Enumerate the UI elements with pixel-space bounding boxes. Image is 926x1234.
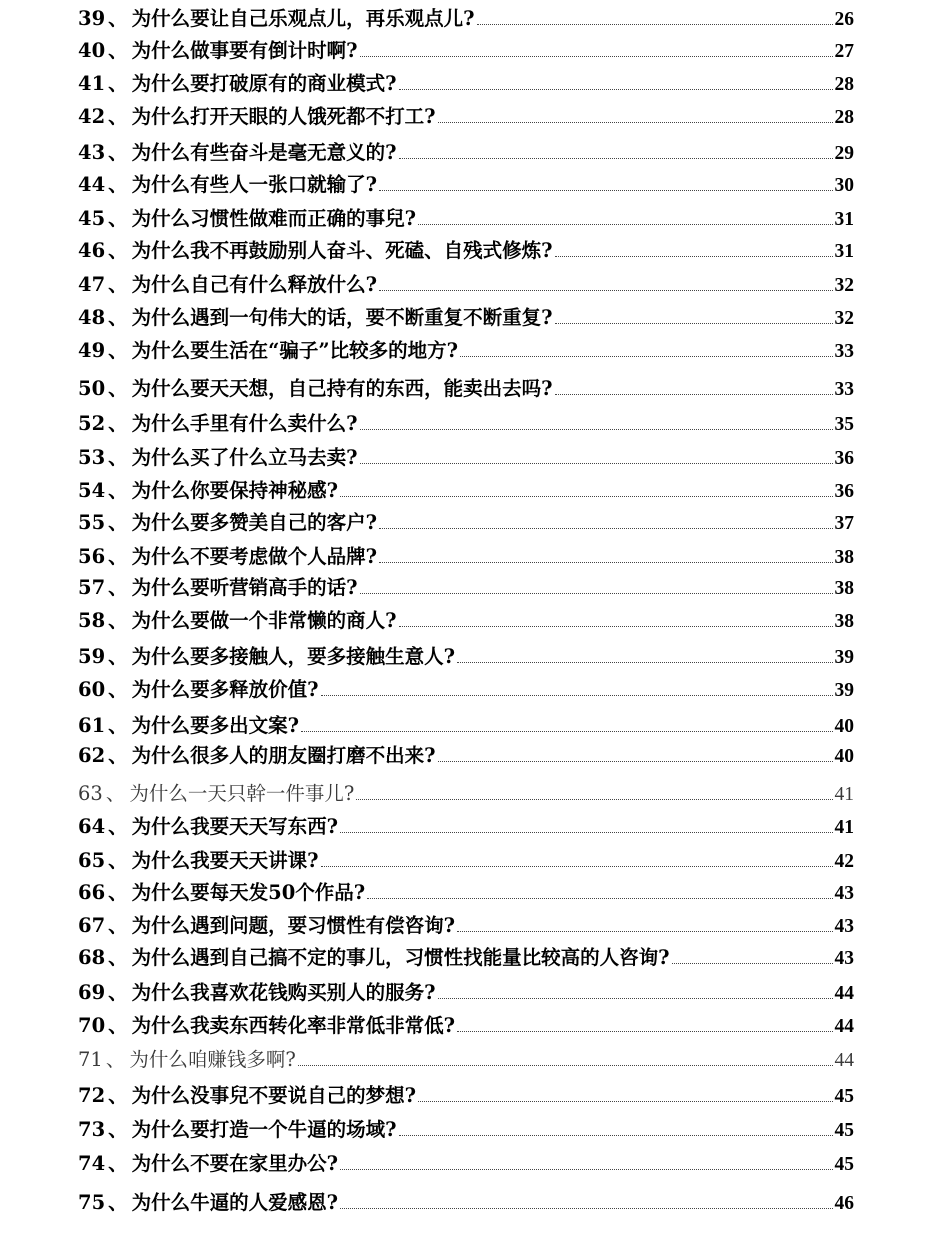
toc-entry-separator: 、 bbox=[108, 714, 128, 737]
toc-entry[interactable] bbox=[78, 445, 854, 471]
toc-entry-separator: 、 bbox=[108, 849, 128, 872]
toc-entry-title: 为什么遇到问题，要习惯性有偿咨询? bbox=[131, 914, 456, 937]
toc-entry-separator: 、 bbox=[108, 815, 128, 838]
toc-entry-title: 为什么我要天天写东西? bbox=[131, 815, 339, 838]
toc-entry-title: 为什么要多接触人，要多接触生意人? bbox=[131, 645, 456, 668]
toc-entry-separator: 、 bbox=[108, 105, 128, 128]
toc-entry-number: 71 bbox=[78, 1048, 103, 1071]
toc-dot-leader bbox=[340, 496, 832, 497]
toc-entry[interactable] bbox=[78, 1083, 854, 1109]
toc-entry-page-number: 43 bbox=[834, 883, 854, 904]
toc-entry-separator: 、 bbox=[108, 207, 128, 230]
toc-entry-number: 72 bbox=[78, 1084, 106, 1107]
toc-entry-separator: 、 bbox=[108, 1152, 128, 1175]
toc-entry[interactable] bbox=[78, 104, 854, 130]
toc-entry-page-number: 26 bbox=[834, 9, 854, 30]
toc-entry-title: 为什么你要保持神秘感? bbox=[131, 479, 339, 502]
toc-entry-page-number: 40 bbox=[834, 716, 854, 737]
toc-entry-page-number: 43 bbox=[834, 948, 854, 969]
toc-entry-page-number: 41 bbox=[834, 784, 854, 805]
toc-entry-number: 70 bbox=[78, 1014, 106, 1037]
toc-dot-leader bbox=[555, 323, 833, 324]
toc-entry-title: 为什么有些奋斗是毫无意义的? bbox=[131, 141, 397, 164]
toc-entry-page-number: 44 bbox=[834, 1050, 854, 1071]
toc-entry-separator: 、 bbox=[108, 981, 128, 1004]
toc-dot-leader bbox=[457, 1031, 832, 1032]
toc-entry[interactable] bbox=[78, 71, 854, 97]
toc-entry-title: 为什么不要在家里办公? bbox=[131, 1152, 339, 1175]
toc-entry-page-number: 28 bbox=[834, 74, 854, 95]
toc-dot-leader bbox=[555, 256, 833, 257]
toc-entry-number: 39 bbox=[78, 7, 106, 30]
toc-entry[interactable] bbox=[78, 411, 854, 437]
toc-dot-leader bbox=[360, 463, 833, 464]
toc-entry[interactable] bbox=[78, 781, 854, 807]
toc-entry-page-number: 36 bbox=[834, 448, 854, 469]
toc-entry[interactable] bbox=[78, 848, 854, 874]
toc-entry-number: 61 bbox=[78, 714, 106, 737]
toc-entry[interactable] bbox=[78, 1151, 854, 1177]
toc-entry-page-number: 29 bbox=[834, 143, 854, 164]
toc-entry-number: 67 bbox=[78, 914, 106, 937]
toc-entry-number: 56 bbox=[78, 545, 106, 568]
toc-dot-leader bbox=[340, 1169, 832, 1170]
toc-entry[interactable] bbox=[78, 338, 854, 364]
toc-entry[interactable] bbox=[78, 1117, 854, 1143]
toc-dot-leader bbox=[360, 56, 833, 57]
toc-entry[interactable] bbox=[78, 913, 854, 939]
toc-entry-number: 54 bbox=[78, 479, 106, 502]
toc-entry-page-number: 28 bbox=[834, 107, 854, 128]
toc-entry-title: 为什么要做一个非常懒的商人? bbox=[131, 609, 397, 632]
toc-entry-number: 48 bbox=[78, 306, 106, 329]
toc-dot-leader bbox=[379, 528, 832, 529]
toc-dot-leader bbox=[399, 1135, 833, 1136]
toc-entry-page-number: 40 bbox=[834, 746, 854, 767]
toc-entry-number: 60 bbox=[78, 678, 106, 701]
toc-dot-leader bbox=[379, 290, 832, 291]
toc-entry-title: 为什么很多人的朋友圈打磨不出来? bbox=[131, 744, 436, 767]
toc-entry-number: 52 bbox=[78, 412, 106, 435]
toc-entry[interactable] bbox=[78, 743, 854, 769]
toc-dot-leader bbox=[438, 761, 833, 762]
toc-entry[interactable] bbox=[78, 713, 854, 739]
toc-entry-separator: 、 bbox=[108, 545, 128, 568]
toc-entry[interactable] bbox=[78, 980, 854, 1006]
toc-dot-leader bbox=[399, 158, 833, 159]
toc-dot-leader bbox=[360, 429, 833, 430]
toc-entry-separator: 、 bbox=[108, 1191, 128, 1214]
toc-entry-separator: 、 bbox=[108, 7, 128, 30]
toc-entry-separator: 、 bbox=[108, 173, 128, 196]
toc-entry-title: 为什么要多赞美自己的客户? bbox=[131, 511, 378, 534]
toc-entry-page-number: 33 bbox=[834, 379, 854, 400]
toc-entry-number: 46 bbox=[78, 239, 106, 262]
toc-entry-title: 为什么我喜欢花钱购买别人的服务? bbox=[131, 981, 436, 1004]
toc-dot-leader bbox=[340, 832, 832, 833]
toc-entry-separator: 、 bbox=[108, 39, 128, 62]
toc-entry-separator: 、 bbox=[108, 1084, 128, 1107]
toc-entry-number: 65 bbox=[78, 849, 106, 872]
toc-entry-number: 43 bbox=[78, 141, 106, 164]
toc-dot-leader bbox=[555, 394, 833, 395]
toc-entry[interactable] bbox=[78, 575, 854, 601]
toc-entry-page-number: 45 bbox=[834, 1120, 854, 1141]
toc-entry-separator: 、 bbox=[108, 446, 128, 469]
toc-entry-page-number: 39 bbox=[834, 680, 854, 701]
toc-dot-leader bbox=[301, 731, 832, 732]
toc-dot-leader bbox=[460, 356, 832, 357]
toc-entry-number: 62 bbox=[78, 744, 106, 767]
toc-entry-title: 为什么要多出文案? bbox=[131, 714, 300, 737]
toc-entry-separator: 、 bbox=[108, 609, 128, 632]
toc-entry-number: 40 bbox=[78, 39, 106, 62]
toc-entry-title: 为什么有些人一张口就输了? bbox=[131, 173, 378, 196]
toc-entry-page-number: 45 bbox=[834, 1154, 854, 1175]
toc-entry-page-number: 38 bbox=[834, 611, 854, 632]
toc-entry-page-number: 41 bbox=[834, 817, 854, 838]
toc-dot-leader bbox=[360, 593, 833, 594]
toc-dot-leader bbox=[418, 1101, 832, 1102]
toc-entry-title: 为什么没事兒不要说自己的梦想? bbox=[131, 1084, 417, 1107]
toc-dot-leader bbox=[457, 931, 832, 932]
toc-entry-title: 为什么要生活在“骗子”比较多的地方? bbox=[131, 339, 459, 362]
toc-dot-leader bbox=[477, 24, 833, 25]
toc-entry-number: 44 bbox=[78, 173, 106, 196]
toc-dot-leader bbox=[399, 89, 833, 90]
toc-entry-separator: 、 bbox=[108, 645, 128, 668]
toc-entry-separator: 、 bbox=[108, 946, 128, 969]
toc-entry-separator: 、 bbox=[108, 678, 128, 701]
toc-entry-separator: 、 bbox=[108, 141, 128, 164]
toc-entry-separator: 、 bbox=[108, 1118, 128, 1141]
toc-entry-title: 为什么我要天天讲课? bbox=[131, 849, 319, 872]
toc-entry-title: 为什么打开天眼的人饿死都不打工? bbox=[131, 105, 436, 128]
toc-entry-title: 为什么不要考虑做个人品牌? bbox=[131, 545, 378, 568]
toc-entry[interactable] bbox=[78, 172, 854, 198]
toc-entry-title: 为什么要打造一个牛逼的场域? bbox=[131, 1118, 397, 1141]
toc-entry-title: 为什么我卖东西转化率非常低非常低? bbox=[131, 1014, 456, 1037]
toc-entry-number: 49 bbox=[78, 339, 106, 362]
toc-dot-leader bbox=[356, 799, 832, 800]
toc-dot-leader bbox=[438, 998, 833, 999]
toc-entry-page-number: 44 bbox=[834, 983, 854, 1004]
toc-entry-separator: 、 bbox=[108, 511, 128, 534]
toc-dot-leader bbox=[457, 662, 832, 663]
toc-entry-page-number: 31 bbox=[834, 241, 854, 262]
toc-entry-number: 64 bbox=[78, 815, 106, 838]
toc-entry[interactable] bbox=[78, 945, 854, 971]
toc-entry-title: 为什么要听营销高手的话? bbox=[131, 576, 358, 599]
toc-entry-title: 为什么买了什么立马去卖? bbox=[131, 446, 358, 469]
toc-entry-page-number: 43 bbox=[834, 916, 854, 937]
toc-entry-separator: 、 bbox=[108, 239, 128, 262]
toc-entry-separator: 、 bbox=[108, 479, 128, 502]
toc-entry-number: 50 bbox=[78, 377, 106, 400]
toc-entry-title: 为什么遇到一句伟大的话，要不断重复不断重复? bbox=[131, 306, 553, 329]
toc-entry[interactable] bbox=[78, 272, 854, 298]
toc-entry-title: 为什么咱赚钱多啊? bbox=[129, 1048, 296, 1071]
toc-entry-number: 45 bbox=[78, 207, 106, 230]
toc-entry-number: 75 bbox=[78, 1191, 106, 1214]
toc-entry[interactable] bbox=[78, 880, 854, 906]
toc-dot-leader bbox=[672, 963, 833, 964]
toc-entry-separator: 、 bbox=[108, 72, 128, 95]
toc-dot-leader bbox=[340, 1208, 832, 1209]
toc-entry-separator: 、 bbox=[108, 306, 128, 329]
toc-entry[interactable] bbox=[78, 1190, 854, 1216]
toc-entry-number: 53 bbox=[78, 446, 106, 469]
toc-dot-leader bbox=[399, 626, 833, 627]
toc-entry-number: 68 bbox=[78, 946, 106, 969]
toc-entry[interactable] bbox=[78, 510, 854, 536]
toc-entry[interactable] bbox=[78, 1013, 854, 1039]
toc-entry[interactable] bbox=[78, 644, 854, 670]
toc-entry-title: 为什么自己有什么释放什么? bbox=[131, 273, 378, 296]
toc-dot-leader bbox=[321, 866, 833, 867]
toc-entry-title: 为什么牛逼的人爱感恩? bbox=[131, 1191, 339, 1214]
toc-entry-page-number: 45 bbox=[834, 1086, 854, 1107]
toc-entry[interactable] bbox=[78, 814, 854, 840]
toc-entry-page-number: 32 bbox=[834, 308, 854, 329]
toc-dot-leader bbox=[379, 562, 832, 563]
toc-entry-number: 58 bbox=[78, 609, 106, 632]
toc-entry-page-number: 36 bbox=[834, 481, 854, 502]
toc-entry-separator: 、 bbox=[108, 339, 128, 362]
toc-entry[interactable] bbox=[78, 1047, 854, 1073]
toc-entry-separator: 、 bbox=[108, 744, 128, 767]
toc-entry-number: 73 bbox=[78, 1118, 106, 1141]
toc-entry-separator: 、 bbox=[108, 273, 128, 296]
toc-entry-title: 为什么要让自己乐观点儿，再乐观点儿? bbox=[131, 7, 475, 30]
toc-entry[interactable] bbox=[78, 238, 854, 264]
toc-entry-separator: 、 bbox=[105, 1048, 126, 1071]
toc-entry-number: 59 bbox=[78, 645, 106, 668]
toc-entry-title: 为什么习惯性做难而正确的事兒? bbox=[131, 207, 417, 230]
toc-entry[interactable] bbox=[78, 544, 854, 570]
toc-entry-page-number: 35 bbox=[834, 414, 854, 435]
toc-entry-page-number: 44 bbox=[834, 1016, 854, 1037]
toc-dot-leader bbox=[438, 122, 833, 123]
toc-entry-page-number: 39 bbox=[834, 647, 854, 668]
toc-entry-number: 57 bbox=[78, 576, 106, 599]
toc-entry-page-number: 33 bbox=[834, 341, 854, 362]
toc-entry-number: 41 bbox=[78, 72, 106, 95]
toc-dot-leader bbox=[367, 898, 832, 899]
toc-entry-page-number: 32 bbox=[834, 275, 854, 296]
toc-entry[interactable] bbox=[78, 376, 854, 402]
toc-entry-separator: 、 bbox=[108, 1014, 128, 1037]
toc-entry-separator: 、 bbox=[108, 412, 128, 435]
toc-entry-number: 66 bbox=[78, 881, 106, 904]
toc-dot-leader bbox=[418, 224, 832, 225]
toc-dot-leader bbox=[321, 695, 833, 696]
toc-entry-title: 为什么做事要有倒计时啊? bbox=[131, 39, 358, 62]
toc-entry-title: 为什么我不再鼓励别人奋斗、死磕、自残式修炼? bbox=[131, 239, 553, 262]
toc-entry-separator: 、 bbox=[108, 881, 128, 904]
toc-entry-title: 为什么要多释放价值? bbox=[131, 678, 319, 701]
toc-entry-page-number: 42 bbox=[834, 851, 854, 872]
toc-entry[interactable] bbox=[78, 38, 854, 64]
toc-entry-number: 55 bbox=[78, 511, 106, 534]
toc-entry-number: 63 bbox=[78, 782, 103, 805]
toc-entry-page-number: 38 bbox=[834, 547, 854, 568]
toc-entry-title: 为什么要打破原有的商业模式? bbox=[131, 72, 397, 95]
toc-dot-leader bbox=[298, 1065, 833, 1066]
toc-entry[interactable] bbox=[78, 677, 854, 703]
toc-entry[interactable] bbox=[78, 6, 854, 32]
toc-entry[interactable] bbox=[78, 140, 854, 166]
toc-entry-number: 42 bbox=[78, 105, 106, 128]
toc-entry-page-number: 31 bbox=[834, 209, 854, 230]
toc-entry-separator: 、 bbox=[108, 914, 128, 937]
toc-entry-page-number: 46 bbox=[834, 1193, 854, 1214]
toc-entry-separator: 、 bbox=[108, 576, 128, 599]
toc-entry-separator: 、 bbox=[105, 782, 126, 805]
toc-entry-title: 为什么要天天想，自己持有的东西，能卖出去吗? bbox=[131, 377, 553, 400]
toc-entry-title: 为什么遇到自己搞不定的事儿，习惯性找能量比较高的人咨询? bbox=[131, 946, 670, 969]
toc-entry-number: 69 bbox=[78, 981, 106, 1004]
toc-entry-separator: 、 bbox=[108, 377, 128, 400]
toc-entry-title: 为什么手里有什么卖什么? bbox=[131, 412, 358, 435]
toc-entry-page-number: 38 bbox=[834, 578, 854, 599]
toc-entry-page-number: 27 bbox=[834, 41, 854, 62]
toc-entry[interactable] bbox=[78, 608, 854, 634]
toc-entry[interactable] bbox=[78, 305, 854, 331]
toc-entry-page-number: 37 bbox=[834, 513, 854, 534]
toc-dot-leader bbox=[379, 190, 832, 191]
toc-entry-page-number: 30 bbox=[834, 175, 854, 196]
toc-entry[interactable] bbox=[78, 206, 854, 232]
toc-entry[interactable] bbox=[78, 478, 854, 504]
toc-entry-title: 为什么一天只幹一件事儿? bbox=[129, 782, 355, 805]
toc-entry-number: 74 bbox=[78, 1152, 106, 1175]
toc-entry-number: 47 bbox=[78, 273, 106, 296]
toc-entry-title: 为什么要每天发50个作品? bbox=[131, 881, 366, 904]
